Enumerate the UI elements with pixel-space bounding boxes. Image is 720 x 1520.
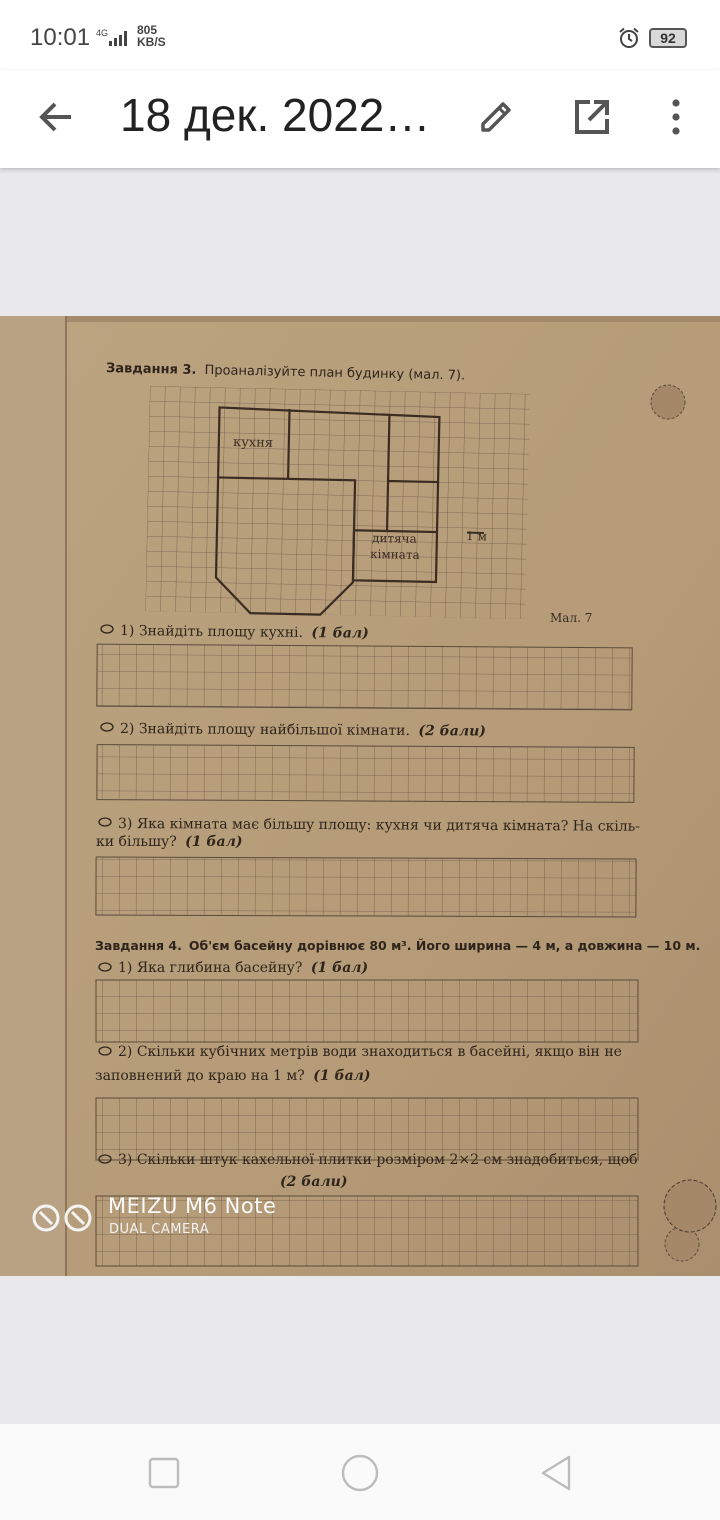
room-kids-label-1: дитяча	[371, 531, 417, 546]
task3-q3-text2: ки більшу?	[96, 834, 177, 850]
square-recents-icon	[147, 1456, 181, 1490]
back-button[interactable]	[28, 89, 84, 145]
task3-heading-text: Проаналізуйте план будинку (мал. 7).	[204, 363, 466, 384]
task3-q2-points: (2 бали)	[418, 723, 486, 740]
task3-q1-text: 1) Знайдіть площу кухні.	[119, 623, 304, 641]
more-vert-icon	[669, 98, 683, 136]
task3-q3-text: 3) Яка кімната має більшу площу: кухня чи дитяча кімната? На скіль-	[117, 816, 641, 835]
task4-q1-text: 1) Яка глибина басейну?	[118, 960, 303, 976]
scale-label: 1 м	[465, 529, 488, 544]
svg-text:2) Знайдіть площу найбільшої к	[120, 721, 486, 740]
task4-q3-points: (2 бали)	[280, 1174, 348, 1190]
task4-q1-points: (1 бал)	[310, 960, 369, 976]
more-options-button[interactable]	[648, 89, 704, 145]
system-nav-bar	[0, 1424, 720, 1520]
open-external-icon	[572, 97, 612, 137]
nav-back-button[interactable]	[531, 1448, 581, 1498]
network-speed	[137, 24, 166, 48]
svg-text:1) Яка глибина басейну?	[118, 960, 368, 976]
watermark-brand: MEIZU M6 Note	[108, 1194, 277, 1218]
page-title: 18 дек. 2022…	[120, 89, 431, 141]
task3-q1-points: (1 бал)	[311, 625, 369, 642]
svg-text:ки більшу? (1 бал)	[96, 834, 242, 850]
camera-watermark	[32, 1194, 292, 1240]
circle-home-icon	[340, 1453, 380, 1493]
svg-text:1) Знайдіть площу кухні.	[120, 623, 369, 642]
pencil-icon	[477, 98, 515, 136]
speed-unit: KB/S	[137, 35, 166, 49]
room-kitchen-label: кухня	[232, 435, 274, 451]
alarm-icon	[618, 27, 640, 49]
figure-caption: Мал. 7	[550, 611, 593, 625]
camera-lens-icon	[32, 1204, 94, 1232]
task3-q3-points: (1 бал)	[185, 834, 243, 850]
speed-value: 805	[137, 23, 158, 37]
arrow-back-icon	[37, 98, 75, 136]
task4-heading-text: Об'єм басейну дорівнює 80 м³. Його ширина — 4 м, а довжина — 10 м.	[188, 938, 701, 953]
task4-heading-bold: Завдання 4.	[95, 938, 182, 953]
room-kids-label-2: кімната	[369, 547, 420, 563]
app-toolbar	[0, 70, 720, 168]
network-type: 4G	[96, 28, 109, 38]
edit-button[interactable]	[468, 89, 524, 145]
task4-q2-text: 2) Скільки кубічних метрів води знаходиться в басейні, якщо він не	[118, 1044, 622, 1060]
task3-heading-bold: Завдання 3.	[105, 361, 197, 378]
task4-q3-text: 3) Скільки штук кахельної плитки розміром 2×2 см знадобиться, щоб	[118, 1152, 638, 1168]
battery-indicator: 92	[649, 28, 687, 48]
task3-q2-text: 2) Знайдіть площу найбільшої кімнати.	[119, 721, 411, 740]
open-external-button[interactable]	[564, 89, 620, 145]
status-bar	[0, 0, 720, 70]
task4-q2-text2: заповнений до краю на 1 м?	[95, 1068, 305, 1084]
svg-text:заповнений до краю на 1 м?	[95, 1068, 371, 1084]
recents-button[interactable]	[139, 1448, 189, 1498]
status-time: 10:01	[30, 24, 91, 51]
watermark-subtitle: DUAL CAMERA	[109, 1222, 210, 1237]
worksheet-photo	[0, 316, 720, 1276]
photo-viewer[interactable]	[0, 316, 720, 1276]
task4-q2-points: (1 бал)	[313, 1068, 371, 1084]
home-button[interactable]	[335, 1448, 385, 1498]
triangle-back-icon	[538, 1454, 574, 1492]
signal-icon	[108, 30, 132, 46]
svg-text:Завдання 4. Об'єм басейн	[95, 938, 700, 953]
